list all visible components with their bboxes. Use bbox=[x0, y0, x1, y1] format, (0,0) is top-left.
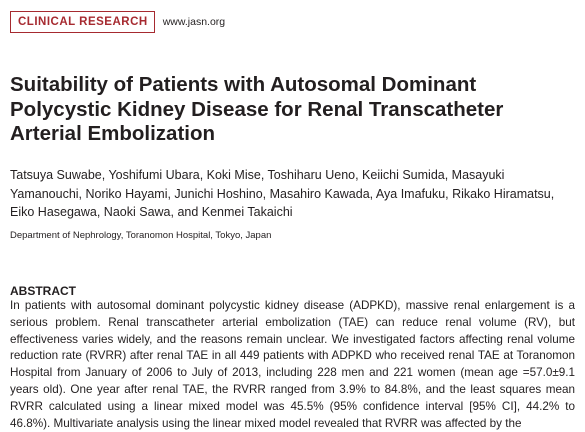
article-title: Suitability of Patients with Autosomal Dominant Polycystic Kidney Disease for Renal Transcatheter Arterial Embolization bbox=[10, 73, 504, 145]
author-list: Tatsuya Suwabe, Yoshifumi Ubara, Koki Mise, Toshiharu Ueno, Keiichi Sumida, Masayuki Yamanouchi, Noriko Hayami, Junichi Hoshino, Masahiro Kawada, Aya Imafuku, Rikako Hiramatsu, Eiko Hasegawa, Naoki Sawa, and Kenmei Takaichi bbox=[10, 168, 555, 219]
abstract-heading: ABSTRACT bbox=[10, 284, 76, 298]
section-tag: CLINICAL RESEARCH bbox=[10, 11, 155, 33]
article-header bbox=[10, 11, 225, 33]
journal-url[interactable]: www.jasn.org bbox=[162, 16, 226, 28]
abstract-text: In patients with autosomal dominant polycystic kidney disease (ADPKD), massive renal enlargement is a serious problem. Renal transcatheter arterial embolization (TAE) can reduce renal volume (RV), but effectiveness varies widely, and the reasons remain unclear. We investigated factors affecting renal volume reduction rate (RVRR) after renal TAE in all 449 patients with ADPKD who received renal TAE at Toranomon Hospital from January of 2006 to July of 2013, including 228 men and 221 women (mean age =57.0±9.1 years old). One year after renal TAE, the RVRR ranged from 3.9% to 84.8%, and the least squares mean RVRR calculated using a linear mixed model was 45.5% (95% confidence interval [95% CI], 44.2% to 46.8%). Multivariate analysis using the linear mixed model revealed that RVRR was affected by the bbox=[10, 299, 575, 430]
affiliation: Department of Nephrology, Toranomon Hospital, Tokyo, Japan bbox=[10, 230, 272, 241]
